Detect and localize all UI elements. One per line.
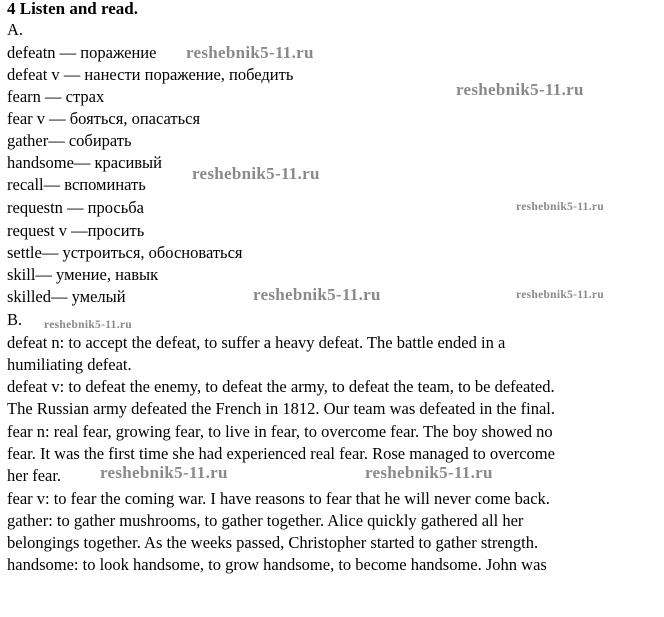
watermark: reshebnik5-11.ru	[192, 164, 320, 183]
vocab-line: fear v — бояться, опасаться	[7, 109, 201, 128]
vocab-line: skill— умение, навык	[7, 265, 159, 284]
vocab-line: skilled— умелый	[7, 287, 126, 306]
vocab-line: settle— устроиться, обосноваться	[7, 243, 243, 262]
example-line: her fear.	[7, 466, 62, 485]
example-line: fear. It was the first time she had experienced real fear. Rose managed to overcome	[7, 444, 555, 463]
example-line: handsome: to look handsome, to grow handsome, to become handsome. John was	[7, 555, 547, 574]
example-line: gather: to gather mushrooms, to gather together. Alice quickly gathered all her	[7, 511, 524, 530]
example-line: humiliating defeat.	[7, 355, 132, 374]
example-line: defeat v: to defeat the enemy, to defeat the army, to defeat the team, to be defeated.	[7, 377, 555, 396]
example-line: belongings together. As the weeks passed, Christopher started to gather strength.	[7, 533, 539, 552]
example-line: fear n: real fear, growing fear, to live in fear, to overcome fear. The boy showed no	[7, 422, 553, 441]
watermark: reshebnik5-11.ru	[100, 463, 228, 482]
watermark: reshebnik5-11.ru	[253, 285, 381, 304]
watermark: reshebnik5-11.ru	[516, 289, 604, 301]
exercise-heading: 4 Listen and read.	[7, 0, 138, 18]
watermark: reshebnik5-11.ru	[186, 43, 314, 62]
watermark: reshebnik5-11.ru	[456, 80, 584, 99]
vocab-line: defeatn — поражение	[7, 43, 157, 62]
section-b-label: B.	[7, 310, 23, 329]
section-a-label: A.	[7, 20, 24, 39]
vocab-line: request v —просить	[7, 221, 145, 240]
watermark: reshebnik5-11.ru	[365, 463, 493, 482]
watermark: reshebnik5-11.ru	[516, 201, 604, 213]
example-line: The Russian army defeated the French in 1812. Our team was defeated in the final.	[7, 399, 555, 418]
vocab-line: handsome— красивый	[7, 153, 162, 172]
watermark: reshebnik5-11.ru	[44, 319, 132, 331]
example-line: defeat n: to accept the defeat, to suffer a heavy defeat. The battle ended in a	[7, 333, 506, 352]
vocab-line: fearn — страх	[7, 87, 105, 106]
vocab-line: requestn — просьба	[7, 198, 144, 217]
vocab-line: defeat v — нанести поражение, победить	[7, 65, 294, 84]
vocab-line: recall— вспоминать	[7, 175, 146, 194]
example-line: fear v: to fear the coming war. I have reasons to fear that he will never come back.	[7, 489, 550, 508]
vocab-line: gather— собирать	[7, 131, 132, 150]
